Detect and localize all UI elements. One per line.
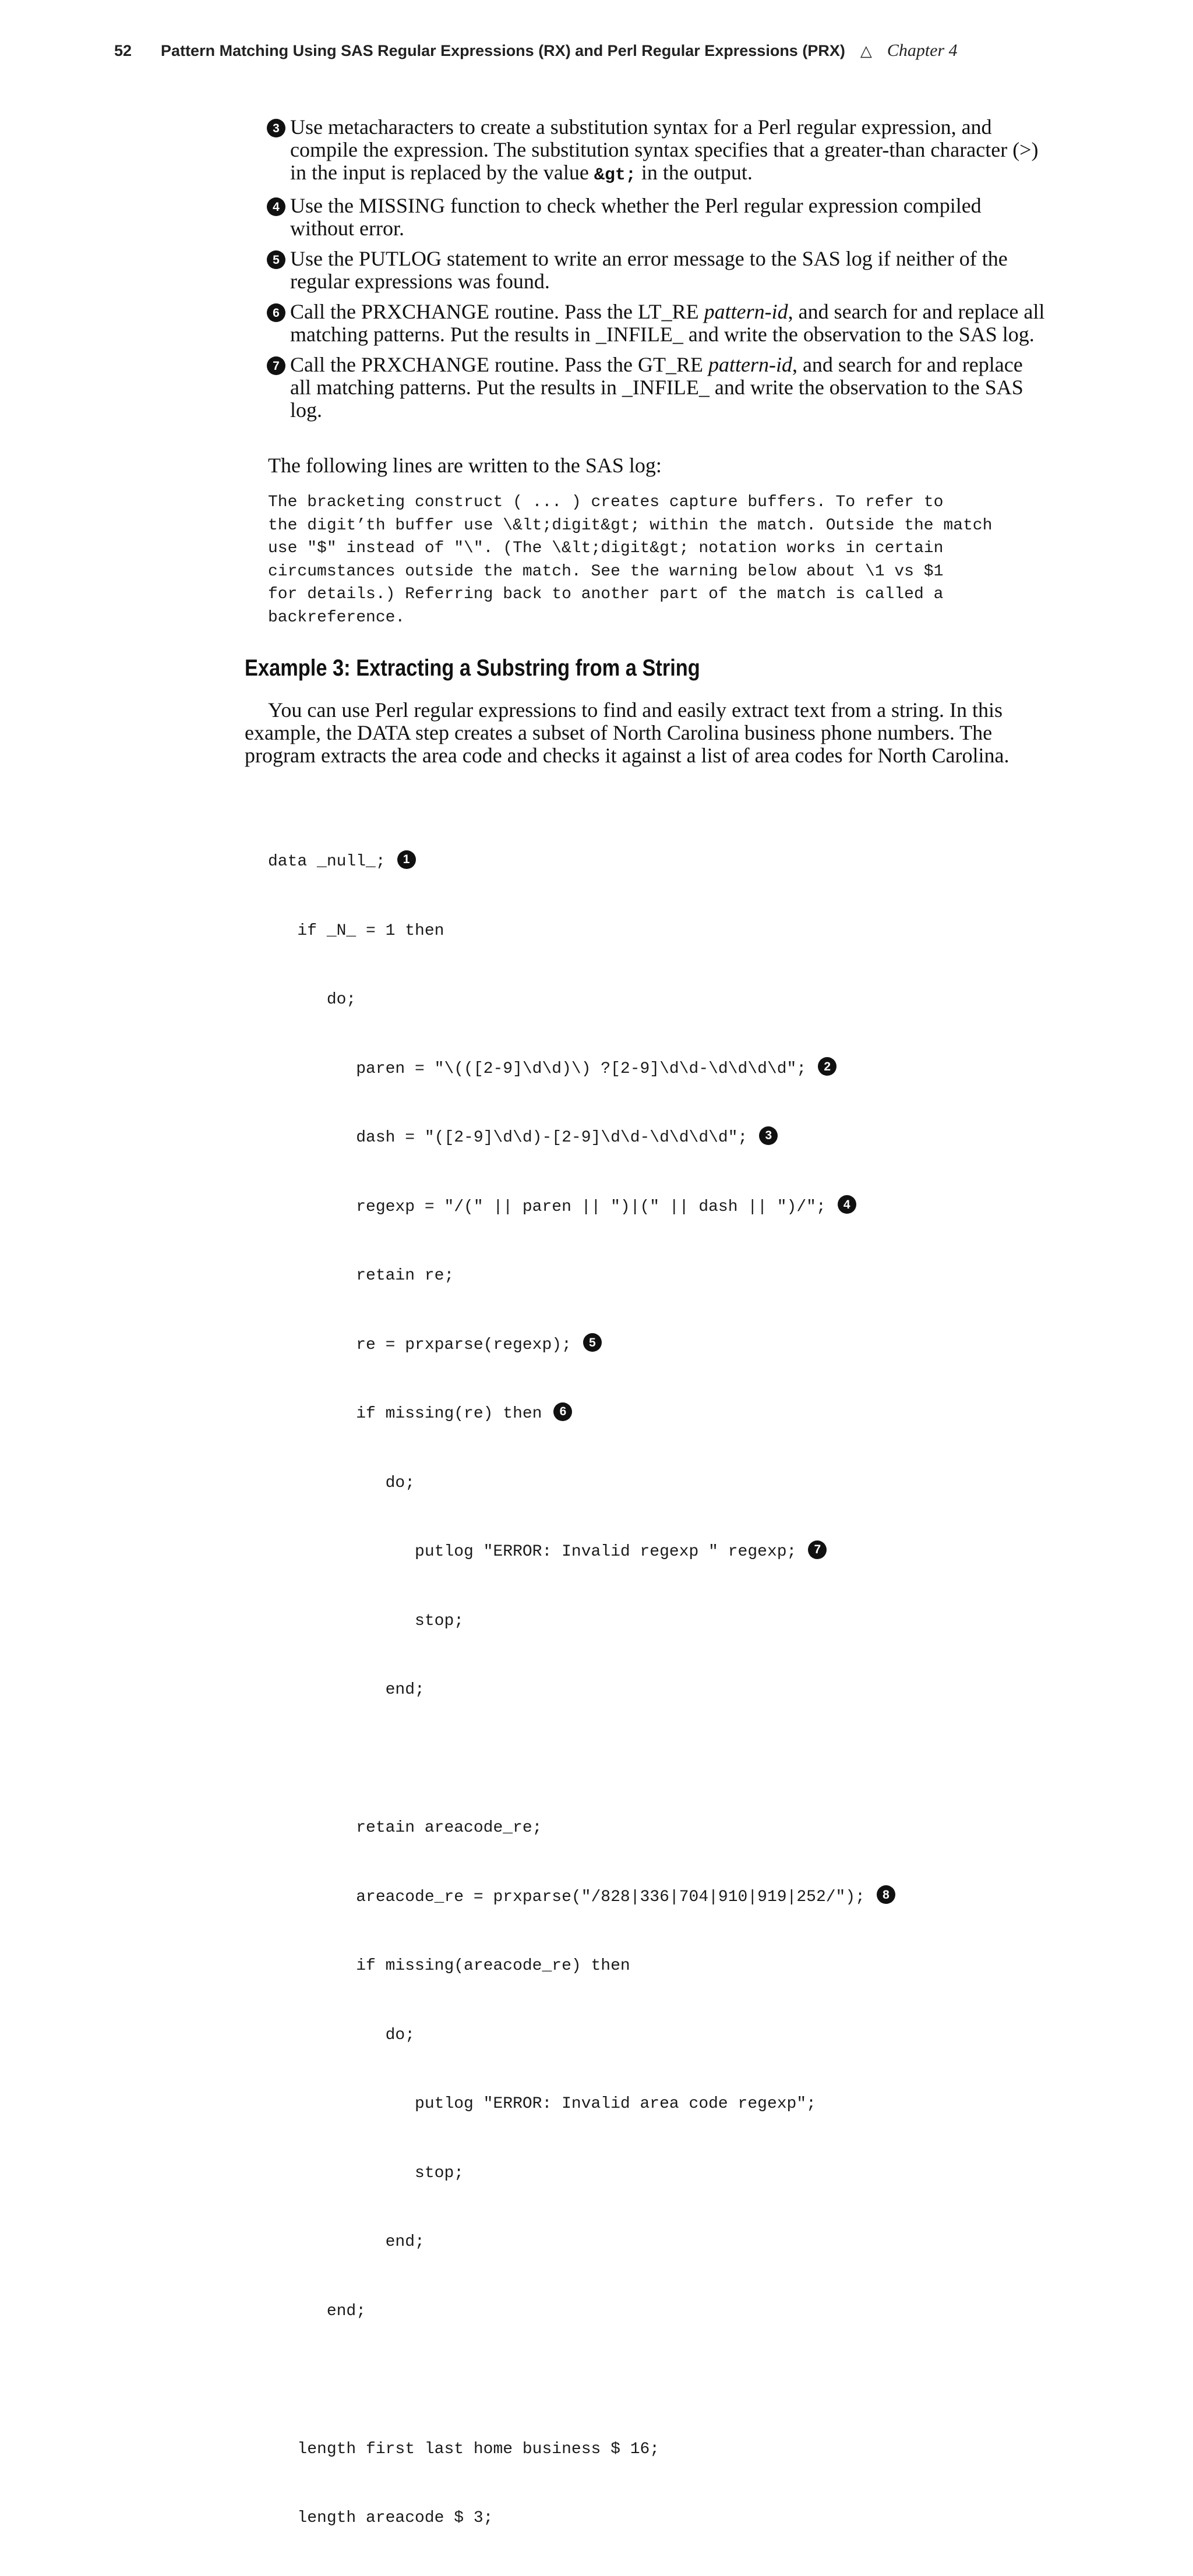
note-text-end: , and search for and replace all matching patterns. Put the results in _INFILE_ and write the observation to the SAS log.	[290, 353, 1023, 422]
note-text: Use metacharacters to create a substitution syntax for a Perl regular expression, and compile the expression. The substitution syntax specifies that a greater-than character (>) in the input is replaced by the value	[290, 115, 1039, 184]
callout-number-icon: 4	[838, 1195, 856, 1214]
callout-number-icon: 8	[877, 1885, 895, 1904]
code-text: paren = "\(([2-9]\d\d)\) ?[2-9]\d\d-\d\d\d\d";	[268, 1059, 807, 1078]
code-text: re = prxparse(regexp);	[268, 1335, 571, 1354]
code-text: end;	[268, 1681, 425, 1699]
log-line: circumstances outside the match. See the warning below about \1 vs $1	[268, 562, 944, 581]
log-line: backreference.	[268, 608, 405, 627]
code-line	[268, 2507, 895, 2530]
callout-number-icon: 1	[397, 850, 416, 869]
code-text: retain re;	[268, 1267, 454, 1285]
code-text: data _null_;	[268, 853, 386, 871]
code-line	[268, 1817, 895, 1840]
code-text: length areacode $ 3;	[268, 2509, 493, 2527]
code-line	[268, 1126, 895, 1150]
callout-note	[267, 248, 1047, 293]
log-line: for details.) Referring back to another part of the match is called a	[268, 585, 944, 603]
code-text: length first last home business $ 16;	[268, 2440, 660, 2458]
note-text: Call the PRXCHANGE routine. Pass the GT_RE	[290, 353, 708, 376]
code-line	[268, 1610, 895, 1633]
code-text: if _N_ = 1 then	[268, 921, 444, 940]
note-text-end: , and search for and replace all matching patterns. Put the results in _INFILE_ and write the observation to the SAS log.	[290, 300, 1045, 346]
paragraph-text: You can use Perl regular expressions to find and easily extract text from a string. In this example, the DATA step creates a subset of North Carolina business phone numbers. The program extracts the area code and checks it against a list of area codes for North Carolina.	[245, 698, 1010, 767]
code-line	[268, 1196, 895, 1219]
code-listing	[268, 804, 895, 2576]
note-text: Use the PUTLOG statement to write an error message to the SAS log if neither of the regular expressions was found.	[290, 247, 1008, 293]
callout-number-icon: 7	[267, 356, 285, 375]
code-line	[268, 920, 895, 943]
log-intro: The following lines are written to the SAS log:	[268, 454, 662, 477]
code-line	[268, 1264, 895, 1288]
code-text: end;	[268, 2302, 366, 2320]
sas-log-output	[268, 491, 992, 629]
code-text: retain areacode_re;	[268, 1819, 542, 1837]
note-text-end: in the output.	[636, 161, 753, 184]
code-line	[268, 2162, 895, 2185]
header-title: Pattern Matching Using SAS Regular Expressions (RX) and Perl Regular Expressions (PRX)	[161, 42, 845, 59]
body-paragraph	[245, 699, 1043, 767]
code-text: do;	[268, 1473, 415, 1492]
running-header	[114, 41, 958, 64]
chapter-label: Chapter 4	[887, 41, 958, 60]
callout-notes	[267, 116, 1047, 429]
log-line: use "$" instead of "\". (The \&lt;digit&gt; notation works in certain	[268, 539, 944, 557]
code-line	[268, 2093, 895, 2116]
callout-number-icon: 5	[267, 250, 285, 269]
code-text: areacode_re = prxparse("/828|336|704|910|919|252/");	[268, 1888, 865, 1906]
code-text: dash = "([2-9]\d\d)-[2-9]\d\d-\d\d\d\d";	[268, 1129, 748, 1147]
note-text: Use the MISSING function to check whether the Perl regular expression compiled without error.	[290, 194, 982, 240]
code-text: stop;	[268, 2164, 464, 2182]
code-text: if missing(areacode_re) then	[268, 1957, 630, 1975]
callout-note	[267, 354, 1047, 422]
code-line	[268, 1334, 895, 1357]
code-line	[268, 850, 895, 874]
callout-number-icon: 5	[583, 1333, 602, 1352]
triangle-icon: △	[860, 42, 872, 59]
code-line	[268, 2438, 895, 2461]
callout-number-icon: 7	[808, 1540, 827, 1559]
callout-number-icon: 6	[553, 1402, 572, 1421]
callout-note	[267, 301, 1047, 346]
code-text: do;	[268, 2026, 415, 2044]
code-text: regexp = "/(" || paren || ")|(" || dash || ")/";	[268, 1197, 826, 1216]
code-line	[268, 1472, 895, 1495]
callout-number-icon: 3	[759, 1126, 778, 1145]
code-line	[268, 2024, 895, 2047]
note-text: Call the PRXCHANGE routine. Pass the LT_RE	[290, 300, 704, 323]
code-line	[268, 1955, 895, 1978]
callout-number-icon: 4	[267, 197, 285, 216]
code-text: do;	[268, 991, 357, 1009]
note-code: &gt;	[594, 165, 636, 185]
code-text: stop;	[268, 1612, 464, 1630]
code-line	[268, 988, 895, 1012]
callout-number-icon: 3	[267, 119, 285, 137]
code-text: end;	[268, 2233, 425, 2251]
section-heading: Example 3: Extracting a Substring from a String	[245, 655, 700, 681]
callout-note	[267, 116, 1047, 187]
code-line	[268, 1748, 895, 1771]
code-line	[268, 2369, 895, 2392]
code-line	[268, 1058, 895, 1081]
code-line	[268, 1540, 895, 1564]
page-number: 52	[114, 42, 132, 59]
code-line	[268, 2300, 895, 2323]
code-text: putlog "ERROR: Invalid area code regexp";	[268, 2095, 816, 2113]
code-line	[268, 2231, 895, 2254]
callout-number-icon: 6	[267, 303, 285, 322]
code-line	[268, 1402, 895, 1426]
log-line: the digit’th buffer use \&lt;digit&gt; within the match. Outside the match	[268, 516, 993, 535]
note-italic-term: pattern-id	[708, 353, 792, 376]
note-italic-term: pattern-id	[704, 300, 788, 323]
log-line: The bracketing construct ( ... ) creates capture buffers. To refer to	[268, 493, 944, 511]
code-line	[268, 1886, 895, 1909]
code-line	[268, 1679, 895, 1702]
callout-note	[267, 195, 1047, 240]
callout-number-icon: 2	[818, 1057, 836, 1076]
code-text: putlog "ERROR: Invalid regexp " regexp;	[268, 1543, 797, 1561]
code-text: if missing(re) then	[268, 1405, 542, 1423]
